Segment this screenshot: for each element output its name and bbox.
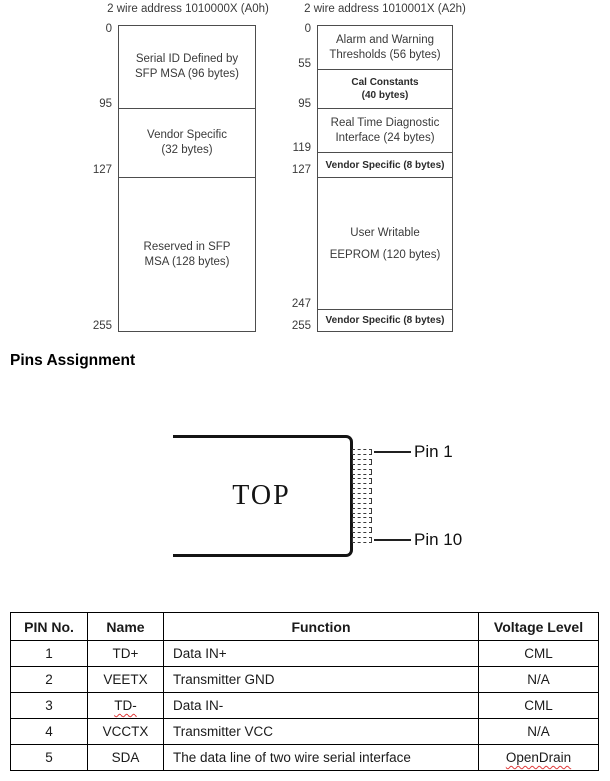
pin-lead-10 — [352, 537, 372, 543]
table-row — [11, 745, 599, 771]
section-text: EEPROM (120 bytes) — [329, 248, 441, 261]
table-header-row — [11, 613, 599, 641]
cell-voltage: CML — [479, 641, 599, 667]
pin-lead-7 — [352, 508, 372, 514]
cell-name: VCCTX — [88, 719, 164, 745]
address-label-a2h-0: 0 — [304, 23, 311, 35]
memory-section-reserved — [119, 178, 255, 331]
misspelled-text: OpenDrain — [505, 750, 572, 765]
pin1-leader-line — [374, 451, 411, 453]
memory-section-real-time-diagnostic — [318, 109, 452, 153]
memory-section-vendor-specific-8b — [318, 310, 452, 331]
pin1-label: Pin 1 — [414, 442, 453, 461]
address-label-a2h-255: 255 — [291, 320, 311, 332]
memory-section-alarm-warning — [318, 26, 452, 70]
cell-name: TD+ — [88, 641, 164, 667]
memory-section-vendor-specific-32 — [119, 109, 255, 178]
table-row — [11, 641, 599, 667]
cell-name: VEETX — [88, 667, 164, 693]
memory-section-serial-id — [119, 26, 255, 109]
pin-lead-2 — [352, 459, 372, 465]
pin-lead-1 — [352, 449, 372, 455]
cell-function: Data IN- — [164, 693, 479, 719]
table-row — [11, 667, 599, 693]
cell-function: The data line of two wire serial interface — [164, 745, 479, 771]
section-text: User Writable — [350, 226, 420, 239]
cell-pin: 4 — [11, 719, 88, 745]
address-label-a2h-55: 55 — [298, 58, 311, 70]
section-text: Real Time Diagnostic — [330, 116, 440, 129]
table-row — [11, 693, 599, 719]
pin-lead-3 — [352, 469, 372, 475]
cell-pin: 1 — [11, 641, 88, 667]
pin-function-table — [10, 612, 599, 771]
address-label-a0h-255: 255 — [92, 320, 112, 332]
address-label-a0h-127: 127 — [92, 164, 112, 176]
misspelled-text: TD- — [114, 698, 137, 713]
cell-name — [88, 693, 164, 719]
chip-top-label: TOP — [232, 480, 291, 511]
cell-pin: 2 — [11, 667, 88, 693]
cell-voltage: CML — [479, 693, 599, 719]
section-text: Cal Constants — [351, 77, 419, 88]
cell-voltage: N/A — [479, 719, 599, 745]
pin-lead-8 — [352, 517, 372, 523]
section-text: (32 bytes) — [161, 144, 213, 156]
cell-pin: 3 — [11, 693, 88, 719]
memory-map-a2h-title: 2 wire address 1010001X (A2h) — [304, 3, 466, 15]
pins-assignment-heading: Pins Assignment — [10, 352, 136, 369]
pin-lead-4 — [352, 478, 372, 484]
header-name: Name — [88, 613, 164, 641]
section-text: Vendor Specific (8 bytes) — [325, 315, 445, 326]
address-label-a2h-119: 119 — [292, 142, 311, 154]
header-voltage-level: Voltage Level — [479, 613, 599, 641]
pin-lead-9 — [352, 527, 372, 533]
cell-name: SDA — [88, 745, 164, 771]
section-text: Vendor Specific — [147, 129, 227, 141]
section-text: Vendor Specific (8 bytes) — [325, 159, 445, 171]
address-label-a2h-127: 127 — [291, 164, 311, 176]
header-pin-no: PIN No. — [11, 613, 88, 641]
pin10-label: Pin 10 — [414, 530, 463, 549]
memory-section-user-writable-eeprom — [318, 178, 452, 310]
section-text: Interface (24 bytes) — [335, 131, 435, 144]
memory-map-a2h — [317, 25, 453, 332]
address-label-a2h-95: 95 — [298, 98, 311, 110]
address-label-a2h-247: 247 — [291, 298, 311, 310]
cell-function: Transmitter GND — [164, 667, 479, 693]
section-text: Reserved in SFP — [143, 240, 231, 253]
cell-voltage: N/A — [479, 667, 599, 693]
memory-map-a0h — [118, 25, 256, 332]
memory-section-cal-constants — [318, 70, 452, 109]
address-label-a0h-0: 0 — [105, 23, 112, 35]
chip-top-view — [173, 435, 353, 557]
section-text: (40 bytes) — [361, 90, 409, 101]
cell-function: Data IN+ — [164, 641, 479, 667]
cell-pin: 5 — [11, 745, 88, 771]
memory-map-a0h-title: 2 wire address 1010000X (A0h) — [107, 3, 269, 15]
section-text: Alarm and Warning — [335, 33, 434, 46]
header-function: Function — [164, 613, 479, 641]
section-text: Serial ID Defined by — [135, 53, 239, 65]
memory-section-vendor-specific-8a — [318, 153, 452, 178]
pin-lead-5 — [352, 488, 372, 494]
section-text: MSA (128 bytes) — [144, 255, 230, 268]
address-label-a0h-95: 95 — [99, 98, 112, 110]
cell-function: Transmitter VCC — [164, 719, 479, 745]
pin-lead-6 — [352, 498, 372, 504]
chip-pin-rail — [352, 449, 372, 543]
cell-voltage — [479, 745, 599, 771]
table-row — [11, 719, 599, 745]
section-text: Thresholds (56 bytes) — [329, 48, 441, 61]
section-text: SFP MSA (96 bytes) — [135, 68, 239, 80]
pin10-leader-line — [374, 539, 411, 541]
